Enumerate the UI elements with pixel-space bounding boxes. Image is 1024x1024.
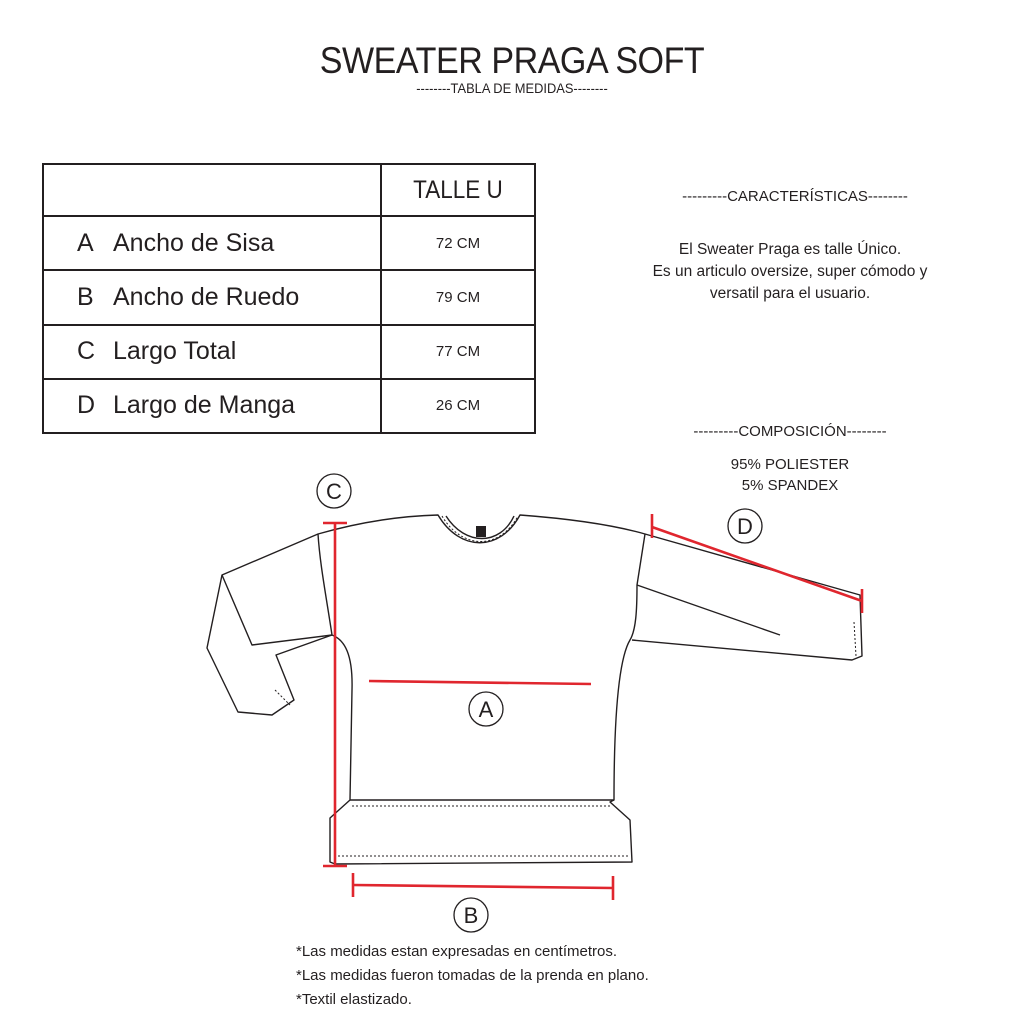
marker-c-label: C [326, 479, 342, 504]
measure-name: Ancho de Sisa [113, 228, 275, 257]
dimension-line-a [369, 681, 591, 684]
footnote: *Textil elastizado. [296, 991, 412, 1008]
footnote: *Las medidas fueron tomadas de la prenda en plano. [296, 967, 649, 984]
measure-name: Largo Total [113, 337, 237, 366]
right-cuff-stitch [854, 622, 856, 656]
right-sleeve-fold [637, 585, 780, 635]
marker-b [454, 898, 488, 932]
sweater-body-outline [318, 515, 645, 864]
measure-letter: A [77, 228, 94, 257]
page-subtitle: --------TABLA DE MEDIDAS-------- [416, 80, 608, 96]
measure-value: 79 CM [381, 270, 535, 324]
caracteristicas-heading: ---------CARACTERÍSTICAS-------- [682, 188, 908, 205]
measure-letter: D [77, 391, 96, 420]
marker-b-label: B [463, 903, 479, 928]
left-cuff-stitch [275, 690, 290, 705]
measure-name: Largo de Manga [113, 391, 296, 420]
dimension-line-b [353, 873, 613, 900]
measure-value: 72 CM [381, 216, 535, 270]
caracteristicas-line: Es un articulo oversize, super cómodo y [652, 263, 928, 280]
marker-c [317, 474, 351, 508]
measure-name: Ancho de Ruedo [113, 282, 300, 311]
footnote: *Las medidas estan expresadas en centímetros. [296, 943, 618, 960]
footnotes [296, 940, 649, 1012]
caracteristicas-line: El Sweater Praga es talle Único. [678, 241, 902, 258]
dimension-line-c [323, 523, 347, 866]
page-title: SWEATER PRAGA SOFT [319, 40, 705, 81]
marker-d-label: D [737, 514, 753, 539]
measure-letter: B [77, 282, 94, 311]
left-sleeve-fold [222, 575, 332, 645]
marker-a [469, 692, 503, 726]
dimension-lines [323, 514, 862, 900]
size-column-header: TALLE U [389, 164, 528, 216]
composicion-heading: ---------COMPOSICIÓN-------- [693, 423, 887, 440]
brand-label [476, 526, 486, 537]
right-sleeve-outline [632, 534, 862, 660]
marker-d [728, 509, 762, 543]
measure-letter: C [77, 337, 96, 366]
measure-value: 77 CM [381, 325, 535, 379]
marker-a-label: A [478, 697, 494, 722]
caracteristicas-line: versatil para el usuario. [709, 285, 871, 302]
left-sleeve-outline [207, 534, 332, 715]
composicion-line: 5% SPANDEX [741, 477, 839, 494]
composicion-line: 95% POLIESTER [730, 456, 850, 473]
measure-value: 26 CM [381, 379, 535, 433]
